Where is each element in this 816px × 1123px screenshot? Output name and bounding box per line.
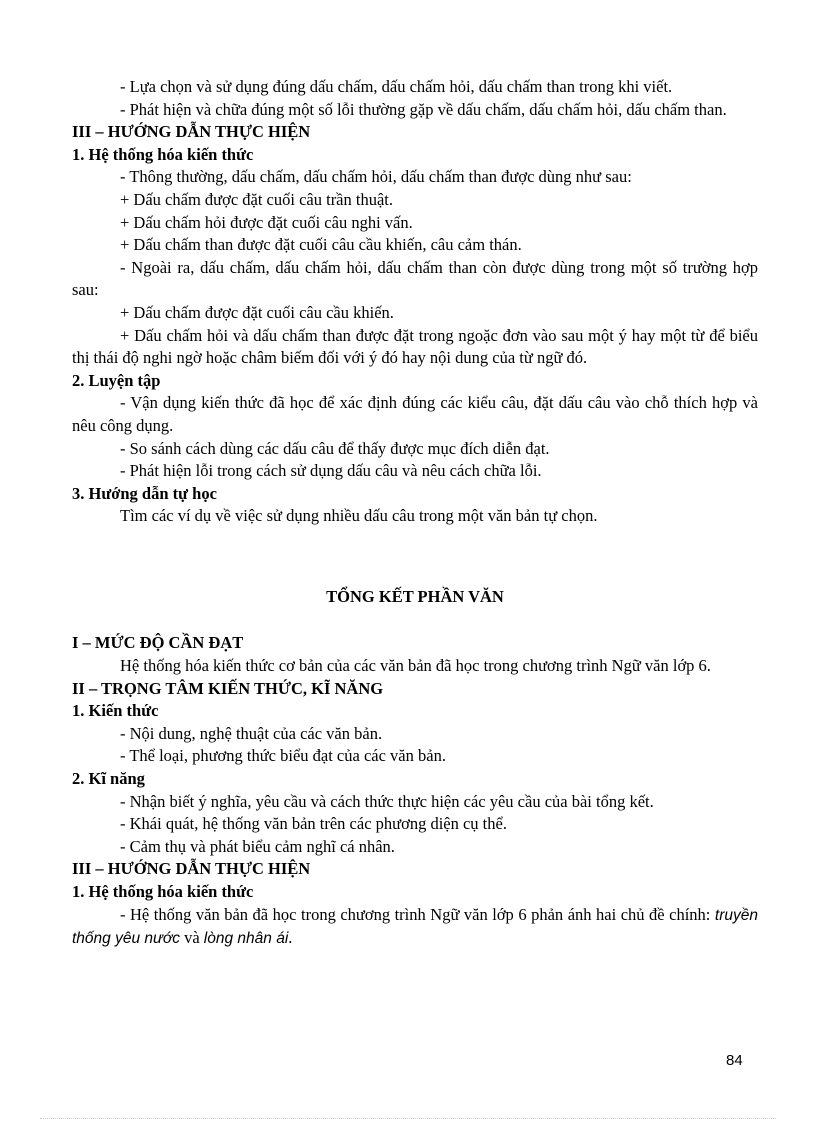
text-line: - Lựa chọn và sử dụng đúng dấu chấm, dấu chấm hỏi, dấu chấm than trong khi viết. — [120, 77, 673, 96]
text-line: Tìm các ví dụ về việc sử dụng nhiều dấu câu trong một văn bản tự chọn. — [120, 506, 598, 526]
page-title: TỔNG KẾT PHẦN VĂN — [326, 586, 504, 606]
italic-text: truyền thống yêu nước — [72, 906, 758, 948]
subsection-heading: 2. Kĩ năng — [72, 769, 145, 789]
text-run: - Hệ thống văn bản đã học trong chương trình Ngữ văn lớp 6 phản ánh hai chủ đề chính: — [120, 904, 715, 924]
text-line: + Dấu chấm hỏi được đặt cuối câu nghi vấn. — [120, 212, 413, 232]
text-line: + Dấu chấm than được đặt cuối câu cầu khiến, câu cảm thán. — [120, 235, 522, 255]
document-page — [72, 76, 758, 951]
text-line — [72, 904, 758, 951]
section-heading: II – TRỌNG TÂM KIẾN THỨC, KĨ NĂNG — [72, 678, 384, 698]
section-heading: III – HƯỚNG DẪN THỰC HIỆN — [72, 122, 311, 142]
text-line: - Nội dung, nghệ thuật của các văn bản. — [120, 723, 383, 743]
text-line: - Thể loại, phương thức biểu đạt của các văn bản. — [120, 746, 446, 766]
subsection-heading: 2. Luyện tập — [72, 370, 161, 390]
text-line: + Dấu chấm được đặt cuối câu trần thuật. — [120, 189, 393, 209]
text-line: - Nhận biết ý nghĩa, yêu cầu và cách thức thực hiện các yêu cầu của bài tổng kết. — [120, 791, 654, 811]
text-run: và — [179, 928, 204, 948]
text-line: Hệ thống hóa kiến thức cơ bản của các văn bản đã học trong chương trình Ngữ văn lớp 6. — [120, 656, 711, 676]
subsection-heading: 1. Kiến thức — [72, 701, 159, 721]
text-line: + Dấu chấm được đặt cuối câu cầu khiến. — [120, 302, 394, 322]
italic-text: lòng nhân ái — [203, 930, 289, 948]
text-line: - Phát hiện và chữa đúng một số lỗi thường gặp về dấu chấm, dấu chấm hỏi, dấu chấm than. — [120, 99, 727, 119]
subsection-heading: 1. Hệ thống hóa kiến thức — [72, 882, 254, 901]
text-line: - Thông thường, dấu chấm, dấu chấm hỏi, dấu chấm than được dùng như sau: — [120, 167, 632, 187]
page-number: 84 — [726, 1052, 743, 1069]
text-run: . — [288, 928, 293, 948]
text-line: - Ngoài ra, dấu chấm, dấu chấm hỏi, dấu chấm than còn được dùng trong một số trường hợp sau: — [72, 257, 758, 300]
text-line: - Vận dụng kiến thức đã học để xác định đúng các kiểu câu, đặt dấu câu vào chỗ thích hợp và nêu công dụng. — [72, 393, 758, 435]
subsection-heading: 1. Hệ thống hóa kiến thức — [72, 144, 254, 164]
text-line: + Dấu chấm hỏi và dấu chấm than được đặt trong ngoặc đơn vào sau một ý hay một từ để biểu thị thái độ nghi ngờ hoặc châm biếm đối với ý đó hay nội dung của từ ngữ đó. — [72, 325, 758, 368]
page-divider — [40, 1118, 776, 1119]
text-line: - Cảm thụ và phát biểu cảm nghĩ cá nhân. — [120, 836, 395, 856]
text-line: - Phát hiện lỗi trong cách sử dụng dấu câu và nêu cách chữa lỗi. — [120, 461, 542, 481]
subsection-heading: 3. Hướng dẫn tự học — [72, 483, 217, 503]
text-line: - Khái quát, hệ thống văn bản trên các phương diện cụ thể. — [120, 814, 507, 834]
text-line: - So sánh cách dùng các dấu câu để thấy được mục đích diễn đạt. — [120, 438, 550, 458]
section-heading: I – MỨC ĐỘ CẦN ĐẠT — [72, 633, 244, 653]
section-heading: III – HƯỚNG DẪN THỰC HIỆN — [72, 859, 311, 879]
